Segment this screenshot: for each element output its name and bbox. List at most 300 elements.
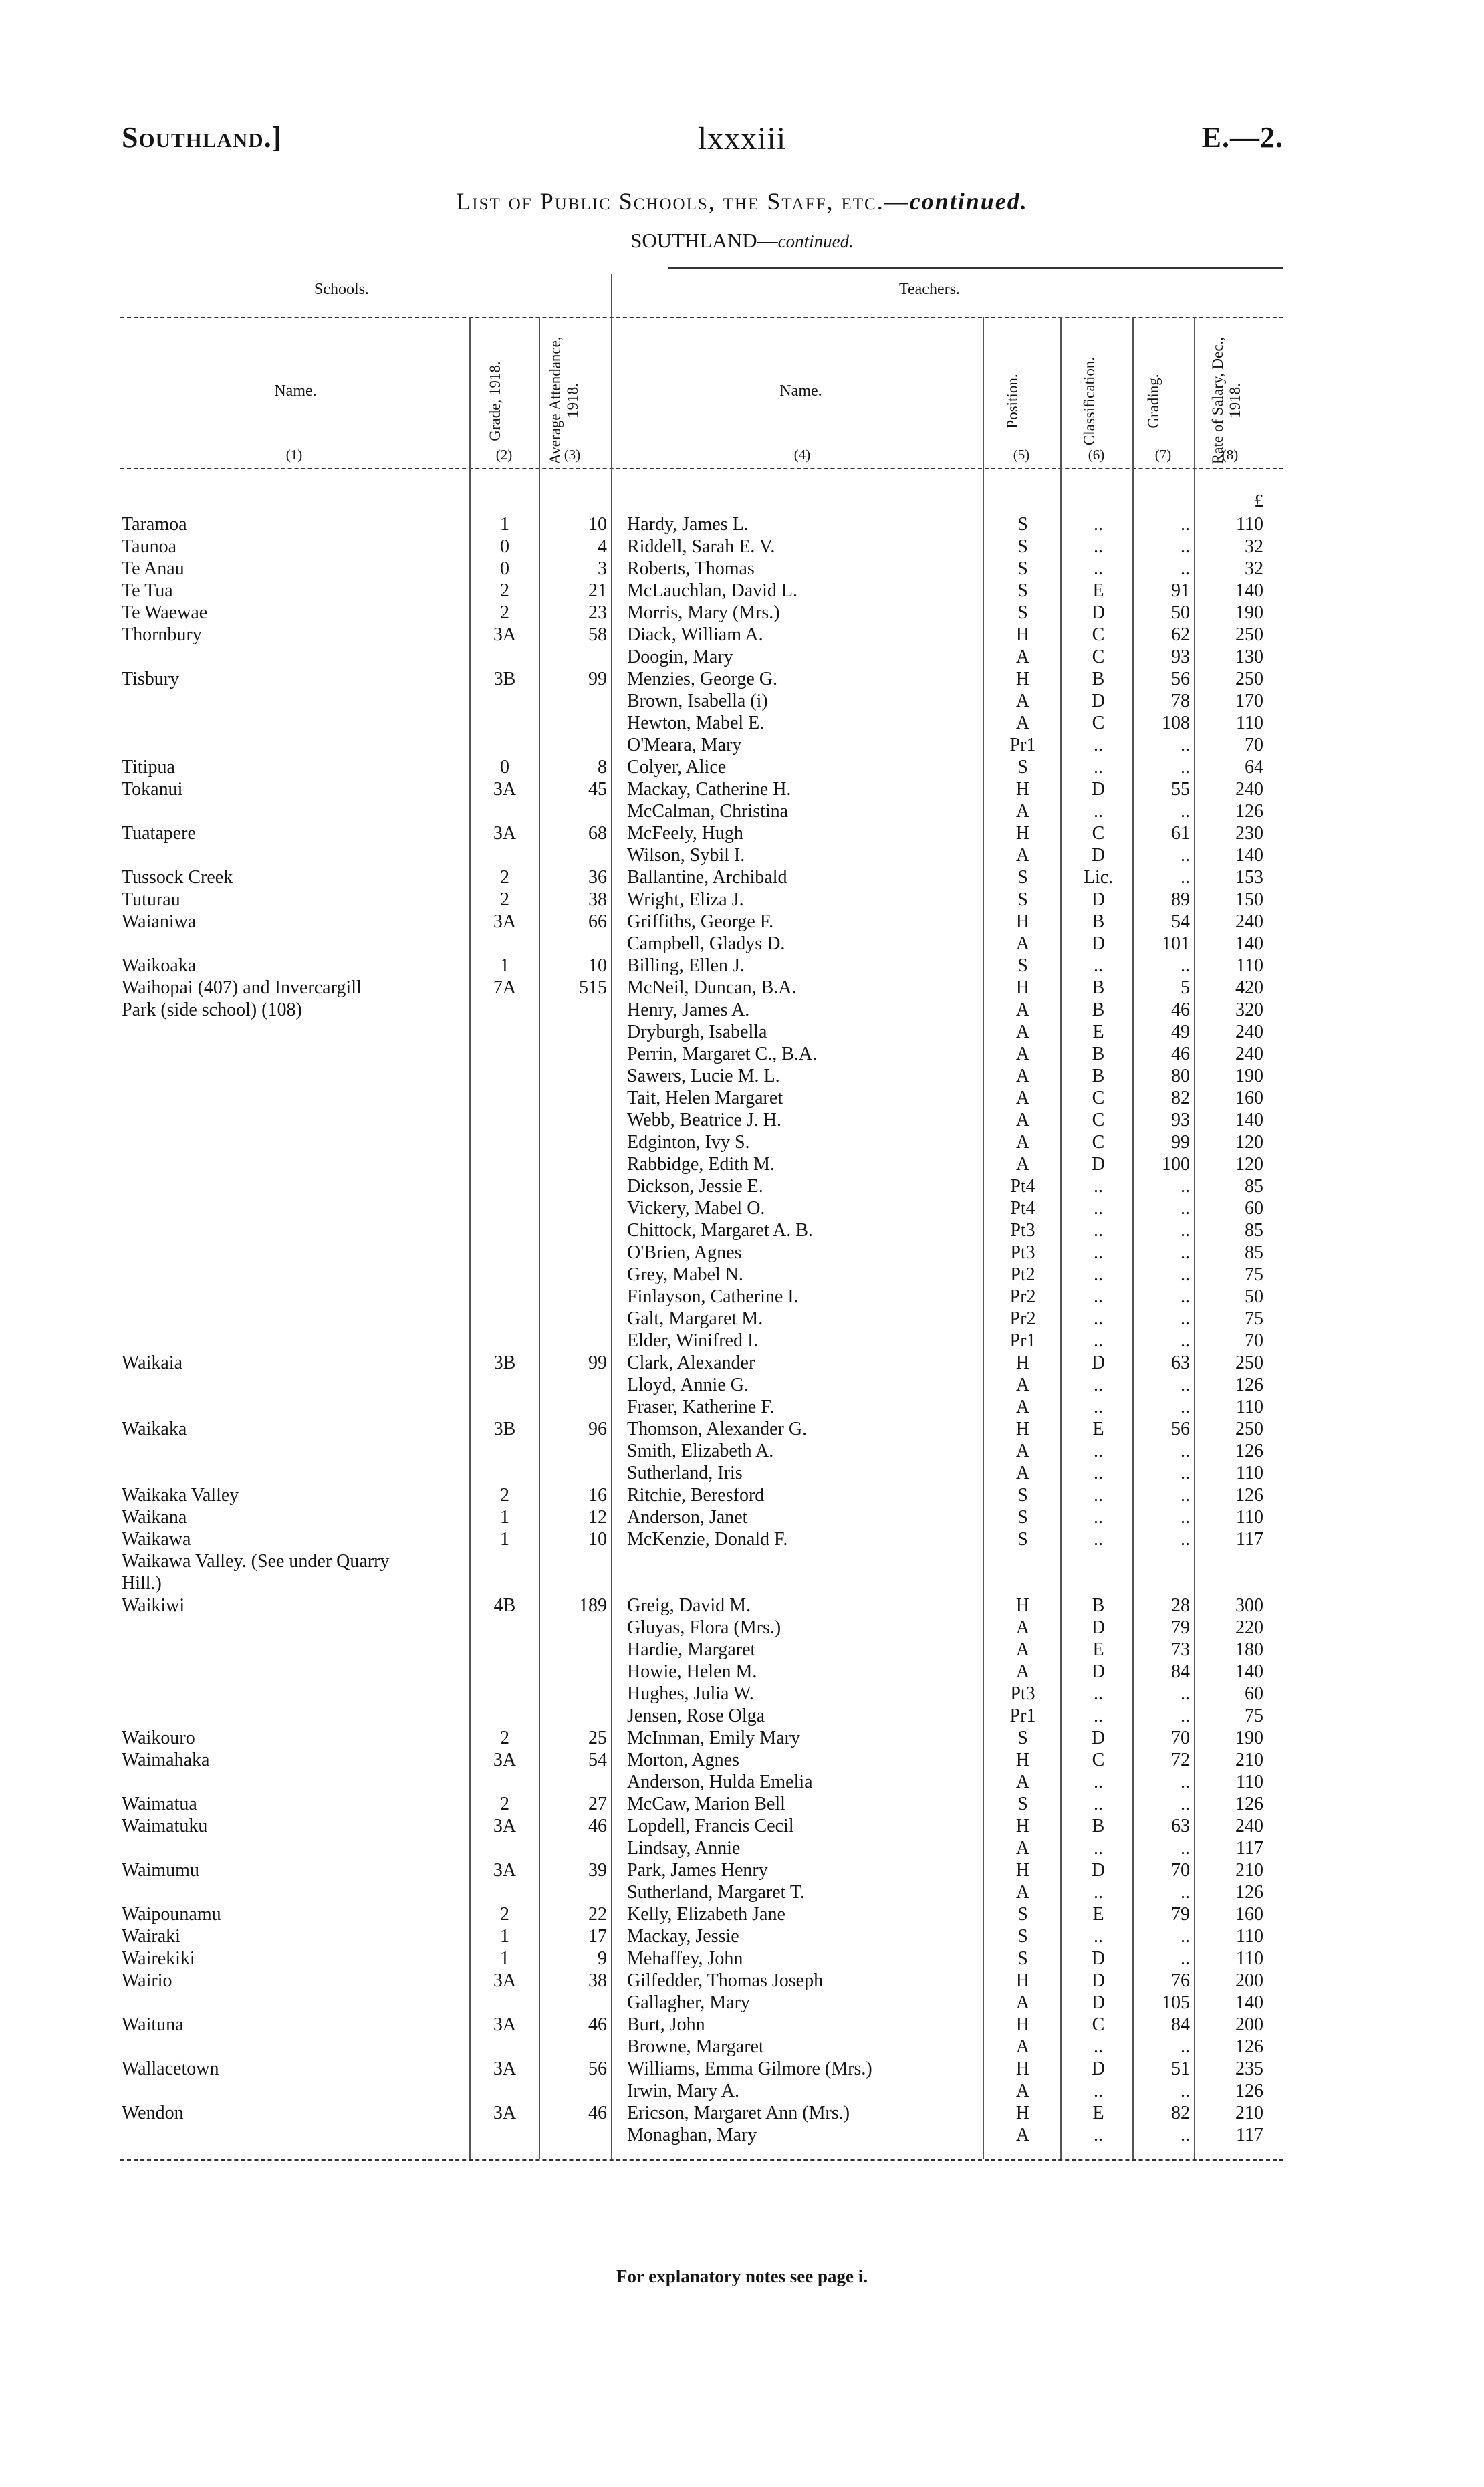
table-row bbox=[0, 756, 1484, 778]
school-name: Waimumu bbox=[122, 1860, 199, 1881]
teacher-classification: C bbox=[1092, 646, 1105, 667]
salary-rate: 140 bbox=[1235, 933, 1263, 954]
teacher-grading: 79 bbox=[1171, 1617, 1190, 1638]
school-name: Te Tua bbox=[122, 580, 173, 601]
teacher-classification: D bbox=[1091, 1352, 1106, 1373]
teacher-grading: 56 bbox=[1171, 1419, 1190, 1439]
salary-rate: 240 bbox=[1235, 1816, 1263, 1837]
teacher-classification: E bbox=[1092, 1022, 1104, 1042]
school-grade: 3A bbox=[493, 2103, 517, 2123]
salary-rate: 200 bbox=[1235, 2014, 1263, 2035]
salary-rate: 64 bbox=[1245, 757, 1263, 778]
teacher-name: McInman, Emily Mary bbox=[627, 1728, 800, 1748]
teacher-grading: .. bbox=[1181, 1308, 1190, 1329]
table-row bbox=[0, 933, 1484, 955]
teacher-position: S bbox=[1017, 536, 1028, 557]
average-attendance: 38 bbox=[588, 1970, 607, 1991]
average-attendance: 38 bbox=[588, 889, 607, 910]
teacher-grading: 101 bbox=[1162, 933, 1190, 954]
salary-rate: 190 bbox=[1235, 1066, 1263, 1086]
table-row bbox=[0, 1219, 1484, 1241]
school-name: Tussock Creek bbox=[122, 867, 233, 888]
salary-rate: 160 bbox=[1235, 1088, 1263, 1108]
teacher-grading: 55 bbox=[1171, 779, 1190, 800]
teacher-name: Perrin, Margaret C., B.A. bbox=[627, 1044, 818, 1064]
table-row bbox=[0, 2080, 1484, 2102]
teacher-position: H bbox=[1015, 1352, 1030, 1373]
teacher-name: McFeely, Hugh bbox=[627, 823, 743, 844]
col-number: (4) bbox=[793, 447, 811, 463]
teacher-classification: C bbox=[1092, 624, 1105, 645]
teacher-name: Lloyd, Annie G. bbox=[627, 1375, 749, 1395]
teacher-classification: .. bbox=[1094, 1485, 1103, 1506]
salary-rate: 110 bbox=[1236, 514, 1263, 535]
teacher-classification: .. bbox=[1094, 558, 1103, 579]
salary-rate: 32 bbox=[1245, 536, 1263, 557]
teacher-position: A bbox=[1015, 1441, 1030, 1461]
table-row bbox=[0, 1837, 1484, 1859]
teacher-classification: B bbox=[1092, 1044, 1105, 1064]
teacher-grading: 108 bbox=[1162, 713, 1190, 733]
table-row bbox=[0, 1241, 1484, 1264]
teacher-name: Dryburgh, Isabella bbox=[627, 1022, 767, 1042]
teacher-name: Finlayson, Catherine I. bbox=[627, 1286, 799, 1307]
rule-head-top bbox=[120, 317, 1283, 318]
teacher-position: A bbox=[1015, 1397, 1030, 1417]
teacher-grading: .. bbox=[1181, 1176, 1190, 1197]
table-row bbox=[0, 1418, 1484, 1440]
table-row bbox=[0, 1065, 1484, 1087]
teacher-name: Hughes, Julia W. bbox=[627, 1683, 754, 1704]
teacher-classification: .. bbox=[1094, 1441, 1103, 1461]
salary-rate: 250 bbox=[1235, 1352, 1263, 1373]
teacher-classification: .. bbox=[1094, 2081, 1103, 2101]
average-attendance: 58 bbox=[588, 624, 607, 645]
teacher-name: Mackay, Jessie bbox=[627, 1926, 739, 1947]
teacher-name: Lindsay, Annie bbox=[627, 1838, 741, 1859]
footnote: For explanatory notes see page i. bbox=[616, 2266, 868, 2286]
school-name: Waihopai (407) and Invercargill bbox=[122, 977, 362, 998]
teacher-classification: .. bbox=[1094, 1529, 1103, 1550]
salary-rate: 120 bbox=[1235, 1132, 1263, 1153]
school-grade: 3A bbox=[493, 2014, 517, 2035]
average-attendance: 8 bbox=[598, 757, 607, 778]
school-name: Wallacetown bbox=[122, 2058, 219, 2079]
school-name: Taramoa bbox=[122, 514, 187, 535]
teacher-position: A bbox=[1015, 845, 1030, 866]
salary-rate: 70 bbox=[1245, 735, 1263, 755]
teacher-name: Ballantine, Archibald bbox=[627, 867, 787, 888]
teacher-position: S bbox=[1017, 514, 1028, 535]
school-grade: 3A bbox=[493, 911, 517, 932]
teacher-grading: 50 bbox=[1171, 602, 1190, 623]
average-attendance: 27 bbox=[588, 1794, 607, 1814]
teacher-grading: 46 bbox=[1171, 1044, 1190, 1064]
table-row bbox=[0, 1550, 1484, 1572]
salary-rate: 210 bbox=[1235, 2103, 1263, 2123]
salary-rate: 110 bbox=[1236, 955, 1263, 976]
teacher-grading: 70 bbox=[1171, 1728, 1190, 1748]
teacher-position: H bbox=[1015, 2058, 1030, 2079]
salary-rate: 170 bbox=[1235, 691, 1263, 711]
school-name: Waikawa Valley. (See under Quarry bbox=[122, 1551, 390, 1572]
teacher-grading: 73 bbox=[1171, 1639, 1190, 1660]
teacher-classification: .. bbox=[1094, 1375, 1103, 1395]
teacher-position: Pr2 bbox=[1009, 1286, 1036, 1307]
teacher-position: A bbox=[1015, 1066, 1030, 1086]
teacher-position: A bbox=[1015, 1088, 1030, 1108]
school-grade: 3A bbox=[493, 1816, 517, 1837]
salary-rate: 190 bbox=[1235, 602, 1263, 623]
rule-table-bottom bbox=[120, 2159, 1283, 2161]
teacher-name: Irwin, Mary A. bbox=[627, 2081, 739, 2101]
school-grade: 1 bbox=[500, 1926, 509, 1947]
school-name: Tokanui bbox=[122, 779, 183, 800]
teacher-name: Hardie, Margaret bbox=[627, 1639, 756, 1660]
table-row bbox=[0, 646, 1484, 668]
salary-rate: 120 bbox=[1235, 1154, 1263, 1175]
teacher-classification: .. bbox=[1094, 1308, 1103, 1329]
table-row bbox=[0, 1683, 1484, 1705]
teacher-classification: .. bbox=[1094, 1838, 1103, 1859]
teacher-grading: 99 bbox=[1171, 1132, 1190, 1153]
teacher-grading: 61 bbox=[1171, 823, 1190, 844]
table-row bbox=[0, 712, 1484, 734]
subtitle-region: SOUTHLAND— bbox=[630, 229, 778, 252]
teacher-grading: 91 bbox=[1171, 580, 1190, 601]
teacher-classification: B bbox=[1092, 1595, 1105, 1616]
average-attendance: 23 bbox=[588, 602, 607, 623]
teacher-name: Jensen, Rose Olga bbox=[627, 1705, 765, 1726]
teacher-grading: .. bbox=[1181, 1705, 1190, 1726]
school-grade: 2 bbox=[500, 1485, 509, 1506]
teacher-position: A bbox=[1015, 1639, 1030, 1660]
teacher-position: S bbox=[1017, 1794, 1028, 1814]
teacher-position: S bbox=[1017, 1904, 1028, 1925]
col-number: (1) bbox=[285, 447, 303, 463]
teacher-grading: 76 bbox=[1171, 1970, 1190, 1991]
teacher-name: Monaghan, Mary bbox=[627, 2125, 757, 2145]
table-row bbox=[0, 1859, 1484, 1881]
teacher-position: A bbox=[1015, 1661, 1030, 1682]
teacher-position: S bbox=[1017, 1507, 1028, 1528]
salary-rate: 153 bbox=[1235, 867, 1263, 888]
average-attendance: 54 bbox=[588, 1750, 607, 1770]
col-teacher-name-header: Name. bbox=[779, 382, 822, 400]
salary-rate: 300 bbox=[1235, 1595, 1263, 1616]
teacher-position: S bbox=[1017, 955, 1028, 976]
teacher-classification: .. bbox=[1094, 1882, 1103, 1903]
teacher-classification: C bbox=[1092, 1750, 1105, 1770]
teacher-position: H bbox=[1015, 1750, 1030, 1770]
teacher-grading: .. bbox=[1181, 558, 1190, 579]
teacher-position: H bbox=[1015, 1816, 1030, 1837]
school-grade: 1 bbox=[500, 1529, 509, 1550]
teacher-classification: C bbox=[1092, 1132, 1105, 1153]
average-attendance: 189 bbox=[579, 1595, 607, 1616]
teacher-name: Browne, Margaret bbox=[627, 2036, 764, 2057]
teacher-name: Henry, James A. bbox=[627, 999, 750, 1020]
teacher-grading: 80 bbox=[1171, 1066, 1190, 1086]
teacher-classification: D bbox=[1091, 1728, 1106, 1748]
school-grade: 7A bbox=[493, 977, 517, 998]
salary-rate: 126 bbox=[1235, 2081, 1263, 2101]
teacher-position: S bbox=[1017, 889, 1028, 910]
teacher-grading: 54 bbox=[1171, 911, 1190, 932]
salary-rate: 126 bbox=[1235, 2036, 1263, 2057]
school-name: Waikaka Valley bbox=[122, 1485, 239, 1506]
teacher-position: Pt3 bbox=[1010, 1242, 1035, 1263]
teacher-position: H bbox=[1015, 823, 1030, 844]
table-row bbox=[0, 1617, 1484, 1639]
teacher-grading: .. bbox=[1181, 1242, 1190, 1263]
salary-rate: 140 bbox=[1235, 1661, 1263, 1682]
table-row bbox=[0, 536, 1484, 558]
salary-rate: 60 bbox=[1245, 1198, 1263, 1219]
table-row bbox=[0, 1992, 1484, 2014]
school-grade: 2 bbox=[500, 1794, 509, 1814]
teacher-name: Morris, Mary (Mrs.) bbox=[627, 602, 780, 623]
teacher-position: S bbox=[1017, 757, 1028, 778]
average-attendance: 10 bbox=[588, 514, 607, 535]
teacher-classification: .. bbox=[1094, 2125, 1103, 2145]
school-name: Waianiwa bbox=[122, 911, 197, 932]
salary-rate: 250 bbox=[1235, 624, 1263, 645]
teacher-name: Thomson, Alexander G. bbox=[627, 1419, 808, 1439]
table-row bbox=[0, 844, 1484, 866]
table-row bbox=[0, 1043, 1484, 1065]
school-grade: 1 bbox=[500, 955, 509, 976]
school-grade: 3A bbox=[493, 1970, 517, 1991]
teacher-classification: D bbox=[1091, 889, 1106, 910]
teachers-group-label: Teachers. bbox=[899, 281, 960, 298]
teacher-name: Vickery, Mabel O. bbox=[627, 1198, 765, 1219]
teacher-name: Brown, Isabella (i) bbox=[627, 691, 768, 711]
teacher-position: A bbox=[1015, 1022, 1030, 1042]
table-row bbox=[0, 822, 1484, 844]
teacher-classification: .. bbox=[1094, 1926, 1103, 1947]
teacher-classification: E bbox=[1092, 1639, 1104, 1660]
table-row bbox=[0, 624, 1484, 646]
teacher-position: A bbox=[1015, 1132, 1030, 1153]
teacher-classification: B bbox=[1092, 669, 1105, 689]
teacher-name: Fraser, Katherine F. bbox=[627, 1397, 775, 1417]
teacher-name: Wilson, Sybil I. bbox=[627, 845, 745, 866]
table-row bbox=[0, 1330, 1484, 1352]
teacher-classification: .. bbox=[1094, 2036, 1103, 2057]
salary-rate: 140 bbox=[1235, 1110, 1263, 1131]
salary-rate: 75 bbox=[1245, 1705, 1263, 1726]
school-name: Wairaki bbox=[122, 1926, 180, 1947]
average-attendance: 66 bbox=[588, 911, 607, 932]
teacher-position: Pr1 bbox=[1009, 735, 1036, 755]
teacher-position: S bbox=[1017, 602, 1028, 623]
page-title bbox=[0, 187, 1484, 215]
teacher-position: S bbox=[1017, 558, 1028, 579]
teacher-classification: C bbox=[1092, 1110, 1105, 1131]
teacher-classification: .. bbox=[1094, 1264, 1103, 1285]
school-grade: 2 bbox=[500, 580, 509, 601]
salary-rate: 240 bbox=[1235, 779, 1263, 800]
table-row bbox=[0, 1815, 1484, 1837]
salary-rate: 110 bbox=[1236, 1397, 1263, 1417]
teacher-name: Galt, Margaret M. bbox=[627, 1308, 763, 1329]
teacher-grading: 70 bbox=[1171, 1860, 1190, 1881]
average-attendance: 12 bbox=[588, 1507, 607, 1528]
school-name: Waipounamu bbox=[122, 1904, 221, 1925]
table-row bbox=[0, 1793, 1484, 1815]
school-grade: 2 bbox=[500, 602, 509, 623]
teacher-classification: .. bbox=[1094, 757, 1103, 778]
teacher-name: Hardy, James L. bbox=[627, 514, 749, 535]
table-row bbox=[0, 1264, 1484, 1286]
salary-rate: 110 bbox=[1236, 1772, 1263, 1792]
table-row bbox=[0, 1308, 1484, 1330]
teacher-grading: 93 bbox=[1171, 646, 1190, 667]
teacher-grading: 46 bbox=[1171, 999, 1190, 1020]
table-row bbox=[0, 2036, 1484, 2058]
teacher-position: A bbox=[1015, 1838, 1030, 1859]
col-classification-header: Classification. bbox=[1081, 356, 1098, 446]
average-attendance: 45 bbox=[588, 779, 607, 800]
teacher-position: H bbox=[1015, 1860, 1030, 1881]
table-row bbox=[0, 668, 1484, 690]
teacher-position: Pt4 bbox=[1010, 1198, 1035, 1219]
teacher-grading: .. bbox=[1181, 955, 1190, 976]
teacher-name: Howie, Helen M. bbox=[627, 1661, 757, 1682]
teacher-classification: .. bbox=[1094, 514, 1103, 535]
school-name: Tuturau bbox=[122, 889, 180, 910]
teacher-name: McKenzie, Donald F. bbox=[627, 1529, 788, 1550]
teacher-name: Ritchie, Beresford bbox=[627, 1485, 765, 1506]
school-name: Tuatapere bbox=[122, 823, 196, 844]
col-number: (7) bbox=[1154, 447, 1172, 463]
teacher-name: Menzies, George G. bbox=[627, 669, 777, 689]
school-grade: 3A bbox=[493, 2058, 517, 2079]
table-row bbox=[0, 1440, 1484, 1462]
teacher-grading: 82 bbox=[1171, 2103, 1190, 2123]
teacher-classification: E bbox=[1092, 580, 1104, 601]
teacher-position: H bbox=[1015, 1595, 1030, 1616]
teacher-grading: .. bbox=[1181, 1264, 1190, 1285]
teacher-name: Edginton, Ivy S. bbox=[627, 1132, 750, 1153]
teacher-position: A bbox=[1015, 2125, 1030, 2145]
table-row bbox=[0, 1087, 1484, 1109]
teacher-name: Burt, John bbox=[627, 2014, 705, 2035]
teacher-grading: .. bbox=[1181, 1330, 1190, 1351]
school-name: Waituna bbox=[122, 2014, 184, 2035]
teacher-classification: D bbox=[1091, 1617, 1106, 1638]
school-grade: 0 bbox=[500, 558, 509, 579]
teacher-classification: .. bbox=[1094, 735, 1103, 755]
salary-rate: 117 bbox=[1236, 1838, 1263, 1859]
teacher-name: Park, James Henry bbox=[627, 1860, 768, 1881]
teacher-grading: 56 bbox=[1171, 669, 1190, 689]
school-name: Te Waewae bbox=[122, 602, 208, 623]
salary-rate: 210 bbox=[1235, 1860, 1263, 1881]
table-row bbox=[0, 1727, 1484, 1749]
teacher-name: Diack, William A. bbox=[627, 624, 763, 645]
table-row bbox=[0, 1705, 1484, 1727]
school-name: Waikana bbox=[122, 1507, 187, 1528]
school-grade: 4B bbox=[493, 1595, 516, 1616]
salary-rate: 75 bbox=[1245, 1308, 1263, 1329]
teacher-grading: 78 bbox=[1171, 691, 1190, 711]
teacher-grading: .. bbox=[1181, 1948, 1190, 1969]
teacher-position: H bbox=[1015, 624, 1030, 645]
salary-rate: 200 bbox=[1235, 1970, 1263, 1991]
teacher-classification: C bbox=[1092, 713, 1105, 733]
table-row bbox=[0, 1109, 1484, 1131]
teacher-position: Pt2 bbox=[1010, 1264, 1035, 1285]
teacher-position: A bbox=[1015, 1772, 1030, 1792]
table-row bbox=[0, 2124, 1484, 2146]
salary-rate: 240 bbox=[1235, 1044, 1263, 1064]
col-grading-header: Grading. bbox=[1145, 374, 1162, 429]
table-row bbox=[0, 690, 1484, 712]
salary-rate: 85 bbox=[1245, 1176, 1263, 1197]
table-row bbox=[0, 1352, 1484, 1374]
teacher-classification: C bbox=[1092, 823, 1105, 844]
teacher-name: O'Brien, Agnes bbox=[627, 1242, 742, 1263]
salary-rate: 85 bbox=[1245, 1220, 1263, 1241]
table-row bbox=[0, 1881, 1484, 1903]
teacher-classification: D bbox=[1091, 1661, 1106, 1682]
school-name: Wairio bbox=[122, 1970, 172, 1991]
salary-rate: 240 bbox=[1235, 911, 1263, 932]
teacher-position: Pt3 bbox=[1010, 1683, 1035, 1704]
teacher-classification: .. bbox=[1094, 1507, 1103, 1528]
teacher-classification: D bbox=[1091, 845, 1106, 866]
school-grade: 0 bbox=[500, 757, 509, 778]
salary-rate: 210 bbox=[1235, 1750, 1263, 1770]
teacher-classification: .. bbox=[1094, 536, 1103, 557]
teacher-name: Mehaffey, John bbox=[627, 1948, 743, 1969]
teacher-classification: D bbox=[1091, 691, 1106, 711]
teacher-classification: C bbox=[1092, 2014, 1105, 2035]
teacher-classification: D bbox=[1091, 779, 1106, 800]
teacher-grading: .. bbox=[1181, 1529, 1190, 1550]
teacher-name: Grey, Mabel N. bbox=[627, 1264, 743, 1285]
teacher-position: H bbox=[1015, 2103, 1030, 2123]
teacher-grading: .. bbox=[1181, 514, 1190, 535]
school-name: Waimahaka bbox=[122, 1750, 210, 1770]
table-row bbox=[0, 1197, 1484, 1219]
teacher-grading: .. bbox=[1181, 1507, 1190, 1528]
school-grade: 3B bbox=[493, 669, 516, 689]
average-attendance: 46 bbox=[588, 2103, 607, 2123]
teacher-name: Griffiths, George F. bbox=[627, 911, 774, 932]
teacher-name: Riddell, Sarah E. V. bbox=[627, 536, 775, 557]
salary-rate: 85 bbox=[1245, 1242, 1263, 1263]
school-grade: 3A bbox=[493, 823, 517, 844]
teacher-grading: 51 bbox=[1171, 2058, 1190, 2079]
teacher-classification: .. bbox=[1094, 1198, 1103, 1219]
school-grade: 2 bbox=[500, 867, 509, 888]
teacher-name: Greig, David M. bbox=[627, 1595, 751, 1616]
average-attendance: 25 bbox=[588, 1728, 607, 1748]
teacher-position: S bbox=[1017, 1948, 1028, 1969]
table-row bbox=[0, 1131, 1484, 1153]
teacher-name: Clark, Alexander bbox=[627, 1352, 755, 1373]
school-name: Thornbury bbox=[122, 624, 202, 645]
teacher-grading: .. bbox=[1181, 1772, 1190, 1792]
teacher-grading: .. bbox=[1181, 1286, 1190, 1307]
salary-rate: 117 bbox=[1236, 2125, 1263, 2145]
school-name: Waikoaka bbox=[122, 955, 197, 976]
rule-head-bottom bbox=[120, 468, 1283, 469]
teacher-classification: C bbox=[1092, 1088, 1105, 1108]
